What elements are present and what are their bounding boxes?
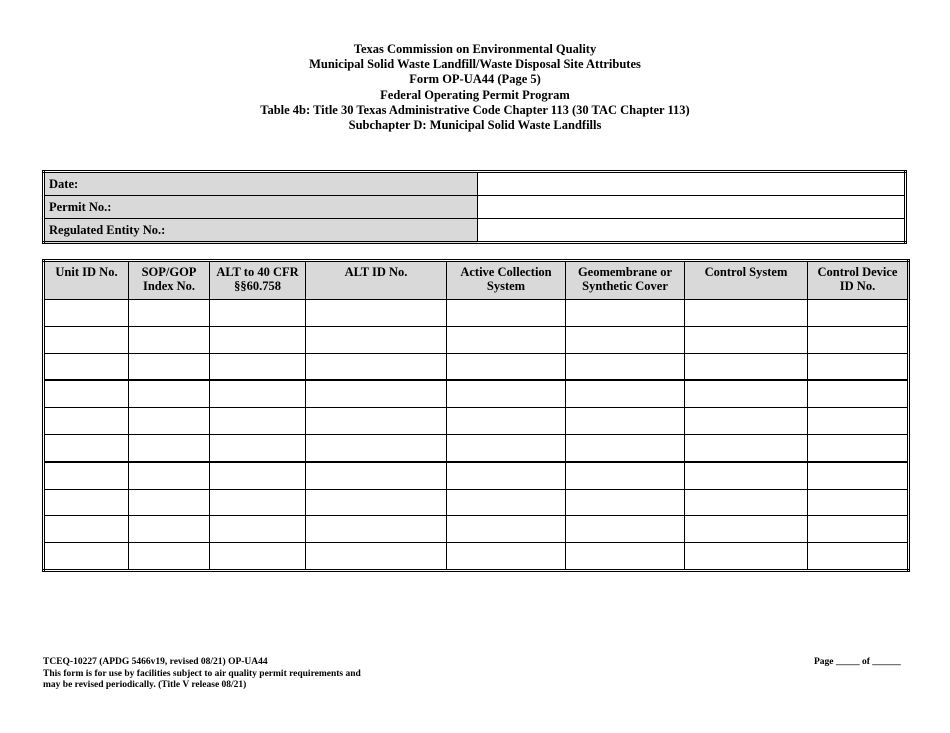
cell-control-device-id[interactable]: [808, 489, 909, 516]
cell-sop-gop-index[interactable]: [129, 300, 210, 327]
cell-unit-id[interactable]: [44, 434, 129, 461]
cell-control-device-id[interactable]: [808, 543, 909, 571]
cell-control-system[interactable]: [685, 462, 808, 489]
cell-control-system[interactable]: [685, 353, 808, 380]
cell-alt-id[interactable]: [306, 543, 447, 571]
regulated-entity-field[interactable]: [478, 219, 906, 243]
cell-alt-40cfr[interactable]: [210, 434, 306, 461]
cell-alt-id[interactable]: [306, 408, 447, 435]
cell-active-collection[interactable]: [447, 300, 566, 327]
program-title: Federal Operating Permit Program: [380, 87, 570, 102]
cell-control-device-id[interactable]: [808, 380, 909, 407]
column-header-control-system: Control System: [685, 261, 808, 300]
table-row: [44, 516, 909, 543]
column-header-active-collection: Active Collection System: [447, 261, 566, 300]
column-header-alt-40cfr: ALT to 40 CFR §§60.758: [210, 261, 306, 300]
permit-no-label: Permit No.:: [44, 196, 478, 219]
column-header-alt-id: ALT ID No.: [306, 261, 447, 300]
column-header-sop-gop-index: SOP/GOP Index No.: [129, 261, 210, 300]
cell-geomembrane[interactable]: [566, 462, 685, 489]
attributes-table: [42, 259, 910, 572]
table-row: [44, 380, 909, 407]
footer-form-info: [43, 657, 361, 692]
table-row: [44, 462, 909, 489]
cell-alt-id[interactable]: [306, 434, 447, 461]
cell-alt-40cfr[interactable]: [210, 408, 306, 435]
cell-control-system[interactable]: [685, 300, 808, 327]
cell-active-collection[interactable]: [447, 489, 566, 516]
cell-active-collection[interactable]: [447, 326, 566, 353]
cell-geomembrane[interactable]: [566, 300, 685, 327]
cell-geomembrane[interactable]: [566, 353, 685, 380]
cell-control-system[interactable]: [685, 408, 808, 435]
table-row: [44, 434, 909, 461]
cell-sop-gop-index[interactable]: [129, 353, 210, 380]
column-header-geomembrane: Geomembrane or Synthetic Cover: [566, 261, 685, 300]
table-row: [44, 408, 909, 435]
cell-alt-40cfr[interactable]: [210, 326, 306, 353]
cell-active-collection[interactable]: [447, 353, 566, 380]
cell-sop-gop-index[interactable]: [129, 408, 210, 435]
cell-control-device-id[interactable]: [808, 408, 909, 435]
info-row-entity: [44, 219, 906, 243]
cell-alt-id[interactable]: [306, 380, 447, 407]
cell-alt-40cfr[interactable]: [210, 543, 306, 571]
cell-geomembrane[interactable]: [566, 326, 685, 353]
cell-unit-id[interactable]: [44, 380, 129, 407]
cell-sop-gop-index[interactable]: [129, 543, 210, 571]
cell-alt-40cfr[interactable]: [210, 300, 306, 327]
cell-control-device-id[interactable]: [808, 353, 909, 380]
cell-control-device-id[interactable]: [808, 434, 909, 461]
cell-control-system[interactable]: [685, 380, 808, 407]
cell-alt-id[interactable]: [306, 300, 447, 327]
regulated-entity-label: Regulated Entity No.:: [44, 219, 478, 243]
date-label: Date:: [44, 172, 478, 196]
table-title: Table 4b: Title 30 Texas Administrative Code Chapter 113 (30 TAC Chapter 113): [260, 102, 690, 117]
usage-note-line1: This form is for use by facilities subject to air quality permit requirements and: [43, 668, 361, 679]
cell-sop-gop-index[interactable]: [129, 380, 210, 407]
cell-geomembrane[interactable]: [566, 489, 685, 516]
agency-title: Texas Commission on Environmental Quality: [353, 42, 597, 56]
column-header-unit-id: Unit ID No.: [44, 261, 129, 300]
form-id: TCEQ-10227 (APDG 5466v19, revised 08/21) OP-UA44: [43, 657, 268, 667]
table-row: [44, 300, 909, 327]
cell-unit-id[interactable]: [44, 543, 129, 571]
cell-unit-id[interactable]: [44, 353, 129, 380]
info-row-date: [44, 172, 906, 196]
cell-alt-id[interactable]: [306, 326, 447, 353]
cell-control-system[interactable]: [685, 489, 808, 516]
cell-geomembrane[interactable]: [566, 434, 685, 461]
cell-alt-id[interactable]: [306, 516, 447, 543]
cell-active-collection[interactable]: [447, 380, 566, 407]
cell-unit-id[interactable]: [44, 516, 129, 543]
cell-sop-gop-index[interactable]: [129, 326, 210, 353]
cell-active-collection[interactable]: [447, 516, 566, 543]
subchapter-title: Subchapter D: Municipal Solid Waste Landfills: [348, 118, 602, 133]
cell-active-collection[interactable]: [447, 462, 566, 489]
cell-unit-id[interactable]: [44, 489, 129, 516]
cell-sop-gop-index[interactable]: [129, 434, 210, 461]
cell-control-system[interactable]: [685, 516, 808, 543]
cell-control-device-id[interactable]: [808, 326, 909, 353]
cell-control-device-id[interactable]: [808, 516, 909, 543]
cell-active-collection[interactable]: [447, 434, 566, 461]
form-title: Municipal Solid Waste Landfill/Waste Disposal Site Attributes: [309, 57, 641, 72]
cell-alt-id[interactable]: [306, 462, 447, 489]
cell-control-device-id[interactable]: [808, 462, 909, 489]
permit-no-field[interactable]: [478, 196, 906, 219]
cell-unit-id[interactable]: [44, 326, 129, 353]
cell-unit-id[interactable]: [44, 300, 129, 327]
cell-control-system[interactable]: [685, 434, 808, 461]
form-number: Form OP-UA44 (Page 5): [409, 72, 541, 87]
table-row: [44, 489, 909, 516]
table-row: [44, 353, 909, 380]
cell-alt-40cfr[interactable]: [210, 516, 306, 543]
cell-alt-id[interactable]: [306, 489, 447, 516]
cell-unit-id[interactable]: [44, 462, 129, 489]
cell-control-device-id[interactable]: [808, 300, 909, 327]
cell-sop-gop-index[interactable]: [129, 516, 210, 543]
cell-active-collection[interactable]: [447, 408, 566, 435]
form-header: [0, 42, 950, 133]
cell-alt-40cfr[interactable]: [210, 380, 306, 407]
table-row: [44, 326, 909, 353]
cell-control-system[interactable]: [685, 543, 808, 571]
table-row: [44, 543, 909, 571]
cell-alt-40cfr[interactable]: [210, 353, 306, 380]
cell-geomembrane[interactable]: [566, 516, 685, 543]
usage-note-line2: may be revised periodically. (Title V release 08/21): [43, 680, 247, 690]
cell-geomembrane[interactable]: [566, 380, 685, 407]
cell-sop-gop-index[interactable]: [129, 489, 210, 516]
date-field[interactable]: [478, 172, 906, 196]
cell-sop-gop-index[interactable]: [129, 462, 210, 489]
cell-control-system[interactable]: [685, 326, 808, 353]
cell-alt-id[interactable]: [306, 353, 447, 380]
page-number: Page _____ of ______: [814, 657, 901, 667]
cell-geomembrane[interactable]: [566, 408, 685, 435]
column-header-control-device-id: Control Device ID No.: [808, 261, 909, 300]
info-table: [42, 170, 907, 244]
cell-alt-40cfr[interactable]: [210, 462, 306, 489]
cell-geomembrane[interactable]: [566, 543, 685, 571]
cell-active-collection[interactable]: [447, 543, 566, 571]
info-row-permit: [44, 196, 906, 219]
cell-alt-40cfr[interactable]: [210, 489, 306, 516]
cell-unit-id[interactable]: [44, 408, 129, 435]
table-header-row: [44, 261, 909, 300]
